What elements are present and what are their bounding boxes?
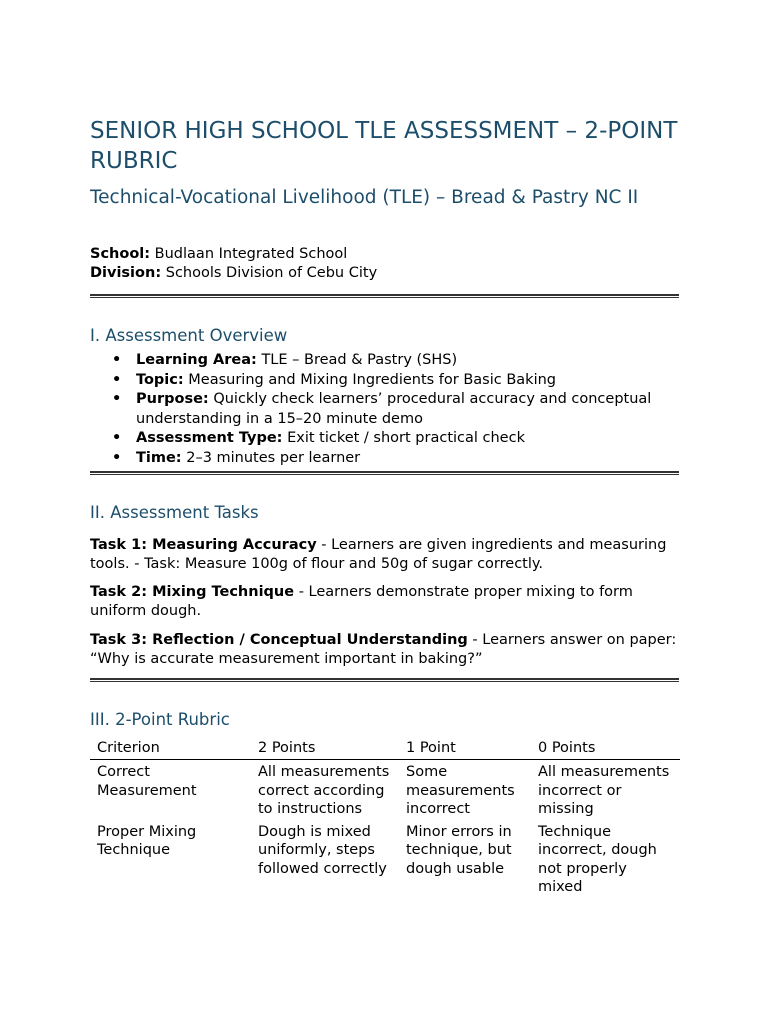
division-line xyxy=(90,264,377,283)
table-cell: Dough is mixed uniformly, steps followed correctly xyxy=(258,824,387,877)
item-value: Quickly check learners’ procedural accuracy and conceptual understanding in a 15–20 minute demo xyxy=(136,391,652,427)
task-text: - Learners answer on paper: “Why is accurate measurement important in baking?” xyxy=(90,632,677,667)
division-value: Schools Division of Cebu City xyxy=(165,265,378,281)
column-header: 1 Point xyxy=(399,737,531,760)
item-value: 2–3 minutes per learner xyxy=(186,449,361,466)
table-cell: Minor errors in technique, but dough usable xyxy=(406,824,512,877)
school-value: Budlaan Integrated School xyxy=(154,246,348,262)
table-cell: All measurements correct according to instructions xyxy=(258,764,390,817)
item-label: Learning Area: xyxy=(136,352,257,368)
item-value: TLE – Bread & Pastry (SHS) xyxy=(261,352,458,368)
column-header: 2 Points xyxy=(251,737,399,760)
section-divider xyxy=(90,471,679,475)
task-paragraph xyxy=(90,536,680,573)
task-label: Task 3: Reflection / Conceptual Understanding xyxy=(90,632,468,648)
table-cell: Technique incorrect, dough not properly mixed xyxy=(538,824,657,896)
rubric-table xyxy=(90,737,680,898)
table-row xyxy=(90,760,680,820)
item-value: Measuring and Mixing Ingredients for Basic Baking xyxy=(188,371,556,388)
list-item xyxy=(90,449,680,469)
overview-list xyxy=(90,351,680,468)
task-label: Task 1: Measuring Accuracy xyxy=(90,537,317,553)
list-item xyxy=(90,390,680,429)
task-text: - Learners are given ingredients and measuring tools. - Task: Measure 100g of flour and 50g of sugar correctly. xyxy=(90,537,667,572)
task-text: - Learners demonstrate proper mixing to form uniform dough. xyxy=(90,584,633,619)
overview-heading: I. Assessment Overview xyxy=(90,326,288,345)
item-label: Purpose: xyxy=(136,391,209,407)
table-cell: Proper Mixing Technique xyxy=(97,824,197,859)
item-label: Time: xyxy=(136,449,182,466)
table-row xyxy=(90,820,680,898)
column-header: Criterion xyxy=(90,737,251,760)
table-cell: All measurements incorrect or missing xyxy=(538,764,670,817)
list-item xyxy=(90,351,680,371)
table-cell: Some measurements incorrect xyxy=(406,764,515,817)
school-line xyxy=(90,245,377,264)
section-divider xyxy=(90,678,679,682)
document-subtitle: Technical-Vocational Livelihood (TLE) – Bread & Pastry NC II xyxy=(90,187,639,208)
tasks-heading: II. Assessment Tasks xyxy=(90,503,259,522)
list-item xyxy=(90,371,680,391)
task-paragraph xyxy=(90,583,680,620)
table-cell: Correct Measurement xyxy=(97,764,197,799)
division-label: Division: xyxy=(90,265,162,281)
table-header-row xyxy=(90,737,680,760)
section-divider xyxy=(90,294,679,298)
item-label: Topic: xyxy=(136,371,184,388)
rubric-heading: III. 2-Point Rubric xyxy=(90,710,230,729)
school-info xyxy=(90,245,377,283)
list-item xyxy=(90,429,680,449)
task-label: Task 2: Mixing Technique xyxy=(90,584,295,600)
item-label: Assessment Type: xyxy=(136,430,283,446)
task-paragraph xyxy=(90,631,680,668)
document-title: SENIOR HIGH SCHOOL TLE ASSESSMENT – 2-POINT RUBRIC xyxy=(90,118,678,174)
item-value: Exit ticket / short practical check xyxy=(287,430,525,446)
school-label: School: xyxy=(90,246,151,262)
column-header: 0 Points xyxy=(531,737,680,760)
